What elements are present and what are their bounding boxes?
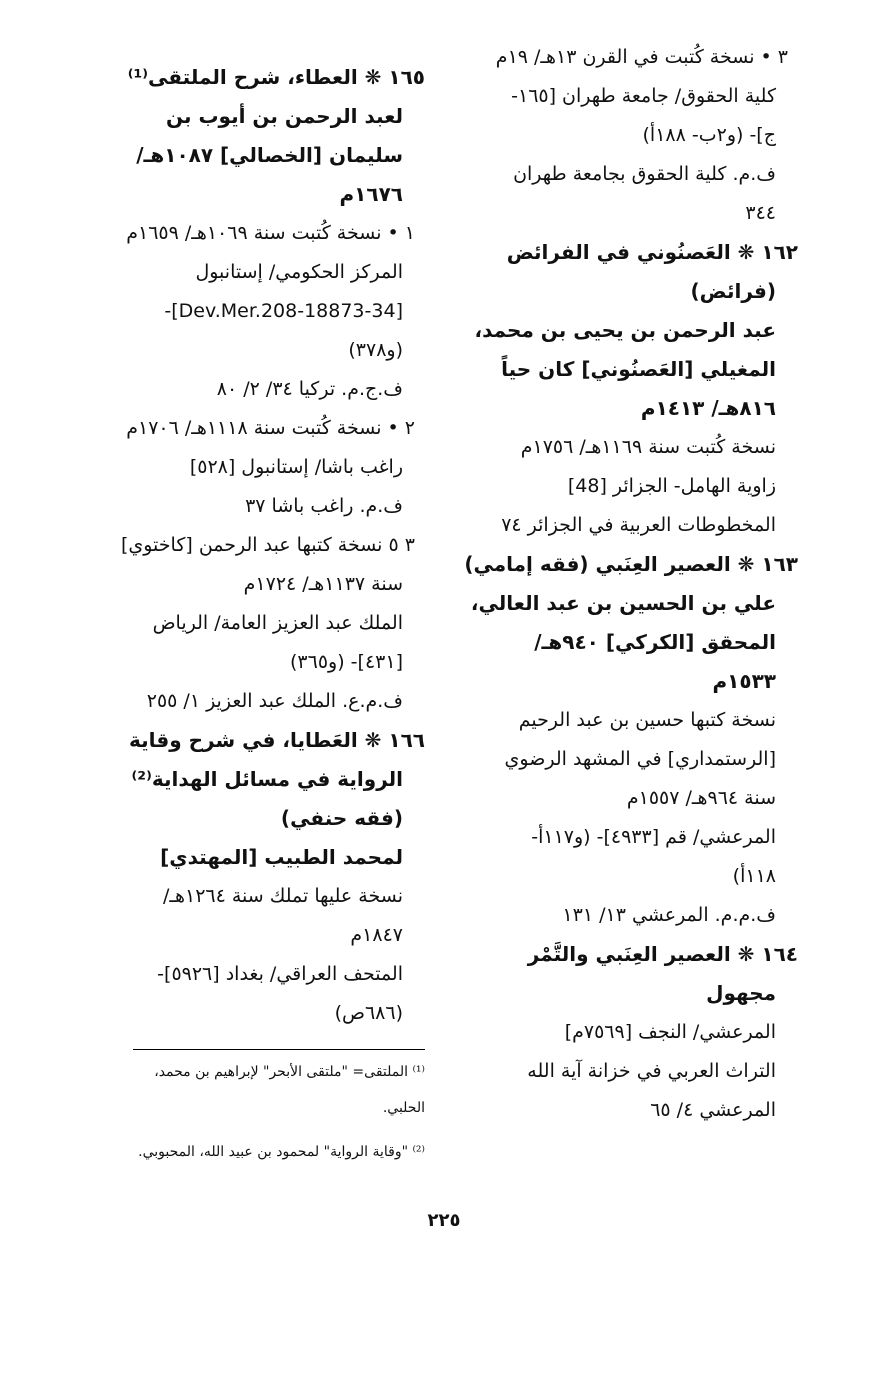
left-column-line-22: نسخة عليها تملك سنة ١٢٦٤هـ/ (163, 885, 403, 907)
left-column-line-2: لعبد الرحمن بن أيوب بن (165, 104, 403, 128)
footnote-2: ⁽²⁾ "وقاية الرواية" لمحمود بن عبيد الله، المحبوبي. (138, 1144, 425, 1160)
right-column-line-23: ف.م.م. المرعشي ١٣/ ١٣١ (562, 904, 776, 926)
right-column-line-25: مجهول (706, 981, 776, 1005)
left-column-line-6: المركز الحكومي/ إستانبول (195, 261, 403, 283)
right-column (458, 38, 798, 1130)
right-column-line-11: نسخة كُتبت سنة ١١٦٩هـ/ ١٧٥٦م (520, 436, 776, 458)
left-column-line-8: (و٣٧٨) (348, 339, 403, 361)
left-column-line-4: ١٦٧٦م (339, 182, 403, 206)
right-column-line-27: التراث العربي في خزانة آية الله (527, 1060, 776, 1082)
right-column-line-4: ف.م. كلية الحقوق بجامعة طهران (513, 163, 776, 185)
left-column-line-17: ف.م.ع. الملك عبد العزيز ١/ ٢٥٥ (146, 690, 403, 712)
left-column-line-25: (٦٨٦ص) (334, 1002, 403, 1024)
left-column-line-18: ١٦٦ ❋ العَطايا، في شرح وقاية (129, 728, 425, 752)
right-column-line-3: ج]- (و٢ب- ١٨٨أ) (642, 124, 776, 146)
right-column-line-19: [الرستمداري] في المشهد الرضوي (504, 748, 776, 770)
left-column-line-19: الرواية في مسائل الهداية⁽²⁾ (131, 767, 403, 791)
right-column-line-26: المرعشي/ النجف [٧٥٦٩م] (564, 1021, 776, 1043)
left-column-line-20: (فقه حنفي) (280, 806, 403, 830)
left-column-line-1: ١٦٥ ❋ العطاء، شرح الملتقى⁽¹⁾ (127, 65, 425, 89)
right-column-line-21: المرعشي/ قم [٤٩٣٣]- (و١١٧أ- (531, 826, 776, 848)
right-column-line-2: كلية الحقوق/ جامعة طهران [١٦٥- (511, 85, 776, 107)
right-column-line-1: ٣ • نسخة كُتبت في القرن ١٣هـ/ ١٩م (495, 46, 788, 68)
right-column-line-20: سنة ٩٦٤هـ/ ١٥٥٧م (626, 787, 776, 809)
left-column (60, 58, 425, 1033)
right-column-line-24: ١٦٤ ❋ العصير العِنَبي والتَّمْر (527, 942, 798, 966)
footnote-1-line-1: ⁽¹⁾ الملتقى= "ملتقى الأبحر" لإبراهيم بن محمد، (154, 1064, 425, 1080)
left-column-line-24: المتحف العراقي/ بغداد [٥٩٢٦]- (157, 963, 403, 985)
left-column-line-14: سنة ١١٣٧هـ/ ١٧٢٤م (243, 573, 403, 595)
right-column-line-14: ١٦٣ ❋ العصير العِنَبي (فقه إمامي) (464, 552, 798, 576)
left-column-line-13: ٣ ٥ نسخة كتبها عبد الرحمن [كاختوي] (120, 534, 415, 556)
right-column-line-18: نسخة كتبها حسين بن عبد الرحيم (518, 709, 776, 731)
right-column-line-17: ١٥٣٣م (712, 669, 776, 693)
left-column-line-15: الملك عبد العزيز العامة/ الرياض (152, 612, 403, 634)
right-column-line-10: ٨١٦هـ/ ١٤١٣م (640, 396, 776, 420)
right-column-line-8: عبد الرحمن بن يحيى بن محمد، (474, 318, 776, 342)
left-column-line-16: [٤٣١]- (و٣٦٥) (290, 651, 403, 673)
left-column-line-23: ١٨٤٧م (350, 924, 403, 946)
page-number: ٢٢٥ (427, 1210, 461, 1231)
right-column-line-28: المرعشي ٤/ ٦٥ (650, 1099, 776, 1121)
right-column-line-22: ١١٨أ) (732, 865, 776, 887)
left-column-line-11: راغب باشا/ إستانبول [٥٢٨] (189, 456, 403, 478)
right-column-line-15: علي بن الحسين بن عبد العالي، (470, 591, 776, 615)
right-column-line-9: المغيلي [العَصنُوني] كان حياً (501, 357, 776, 381)
right-column-line-16: المحقق [الكركي] ٩٤٠هـ/ (534, 630, 776, 654)
left-column-line-10: ٢ • نسخة كُتبت سنة ١١١٨هـ/ ١٧٠٦م (126, 417, 415, 439)
left-column-line-7: [34-Dev.Mer.208-18873]- (164, 300, 403, 322)
right-column-line-6: ١٦٢ ❋ العَصنُوني في الفرائض (506, 240, 798, 264)
left-column-line-9: ف.ج.م. تركيا ٣٤/ ٢/ ٨٠ (216, 378, 403, 400)
right-column-line-7: (فرائض) (690, 279, 776, 303)
left-column-line-3: سليمان [الخصالي] ١٠٨٧هـ/ (136, 143, 403, 167)
left-column-line-5: ١ • نسخة كُتبت سنة ١٠٦٩هـ/ ١٦٥٩م (126, 222, 415, 244)
footnote-separator (133, 1049, 425, 1050)
left-column-line-21: لمحمد الطبيب [المهتدي] (160, 845, 403, 869)
footnote-1-line-2: الحلبي. (382, 1100, 425, 1116)
left-column-line-12: ف.م. راغب باشا ٣٧ (245, 495, 403, 517)
right-column-line-13: المخطوطات العربية في الجزائر ٧٤ (501, 514, 776, 536)
right-column-line-5: ٣٤٤ (745, 202, 776, 224)
right-column-line-12: زاوية الهامل- الجزائر [48] (567, 475, 776, 497)
